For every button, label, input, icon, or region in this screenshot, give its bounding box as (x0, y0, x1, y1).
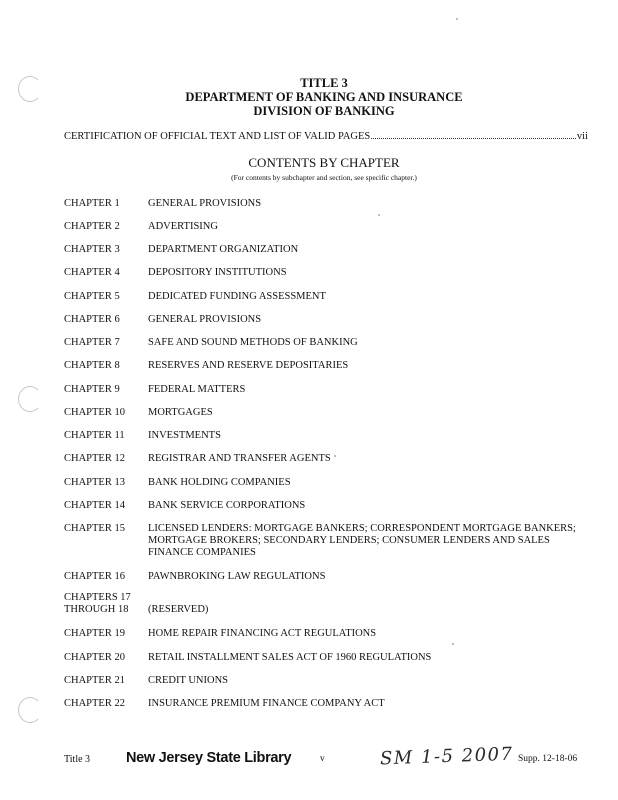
chapter-title: BANK SERVICE CORPORATIONS (148, 500, 306, 511)
chapter-number: CHAPTER 15 (64, 523, 125, 534)
chapter-title: CREDIT UNIONS (148, 675, 229, 686)
chapter-number: CHAPTER 16 (64, 571, 125, 582)
supplement-date: Supp. 12-18-06 (518, 754, 578, 764)
chapter-title: LICENSED LENDERS: MORTGAGE BANKERS; CORRESPONDENT MORTGAGE BANKERS; MORTGAGE BROKERS; SECONDARY LENDERS; CONSUMER LENDERS AND SALES FINANCE COMPANIES (148, 523, 576, 558)
chapter-title: DEPOSITORY INSTITUTIONS (148, 267, 287, 278)
chapter-title: HOME REPAIR FINANCING ACT REGULATIONS (148, 628, 377, 639)
chapter-title: DEDICATED FUNDING ASSESSMENT (148, 291, 326, 302)
chapter-title: PAWNBROKING LAW REGULATIONS (148, 571, 326, 582)
chapter-number: CHAPTER 13 (64, 477, 125, 488)
chapter-title: REGISTRAR AND TRANSFER AGENTS (148, 453, 331, 464)
scan-speck (378, 214, 380, 216)
chapter-number: CHAPTER 11 (64, 430, 125, 441)
page-number: v (320, 754, 325, 764)
chapter-number-continued: THROUGH 18 (64, 604, 129, 615)
chapter-number: CHAPTER 3 (64, 244, 120, 255)
page-header (60, 76, 588, 118)
scan-speck (456, 18, 458, 20)
chapter-number: CHAPTER 20 (64, 652, 125, 663)
chapter-number: CHAPTER 4 (64, 267, 120, 278)
page-footer (0, 743, 618, 776)
chapter-title: RESERVES AND RESERVE DEPOSITARIES (148, 360, 349, 371)
chapter-number: CHAPTER 12 (64, 453, 125, 464)
chapter-title: BANK HOLDING COMPANIES (148, 477, 291, 488)
chapter-title: SAFE AND SOUND METHODS OF BANKING (148, 337, 358, 348)
chapter-number: CHAPTER 10 (64, 407, 125, 418)
chapter-title: INSURANCE PREMIUM FINANCE COMPANY ACT (148, 698, 385, 709)
chapter-title: (RESERVED) (148, 604, 209, 615)
dot-leader (371, 130, 576, 139)
scan-speck (452, 643, 454, 645)
chapter-number: CHAPTER 14 (64, 500, 125, 511)
contents-title: CONTENTS BY CHAPTER (248, 155, 400, 170)
chapter-title: ADVERTISING (148, 221, 218, 232)
chapter-number: CHAPTER 8 (64, 360, 120, 371)
chapter-number: CHAPTER 6 (64, 314, 120, 325)
chapter-number: CHAPTER 9 (64, 384, 120, 395)
department-heading: DEPARTMENT OF BANKING AND INSURANCE (185, 90, 463, 104)
punch-hole (18, 76, 42, 102)
chapter-number: CHAPTER 2 (64, 221, 120, 232)
division-heading: DIVISION OF BANKING (253, 104, 395, 118)
chapter-title: GENERAL PROVISIONS (148, 198, 262, 209)
chapter-number: CHAPTER 21 (64, 675, 125, 686)
chapter-number: CHAPTER 22 (64, 698, 125, 709)
chapter-title: RETAIL INSTALLMENT SALES ACT OF 1960 REGULATIONS (148, 652, 432, 663)
chapter-number: CHAPTER 7 (64, 337, 120, 348)
certification-line (64, 130, 588, 142)
chapter-number: CHAPTER 19 (64, 628, 125, 639)
footer-title: Title 3 (64, 754, 91, 765)
chapter-number: CHAPTERS 17 (64, 592, 131, 603)
library-stamp: New Jersey State Library (126, 750, 292, 766)
certification-page: vii (576, 131, 588, 142)
chapter-title: INVESTMENTS (148, 430, 221, 441)
chapter-title: FEDERAL MATTERS (148, 384, 246, 395)
handwritten-note: SM 1-5 2007 (379, 743, 514, 770)
chapter-title: MORTGAGES (148, 407, 213, 418)
punch-hole (18, 697, 42, 723)
chapter-title: GENERAL PROVISIONS (148, 314, 262, 325)
contents-subtitle: (For contents by subchapter and section, see specific chapter.) (231, 173, 417, 182)
title-heading: TITLE 3 (300, 76, 348, 90)
chapter-title: DEPARTMENT ORGANIZATION (148, 244, 299, 255)
certification-text: CERTIFICATION OF OFFICIAL TEXT AND LIST OF VALID PAGES (64, 131, 371, 142)
chapter-number: CHAPTER 1 (64, 198, 120, 209)
punch-hole (18, 386, 42, 412)
chapter-number: CHAPTER 5 (64, 291, 120, 302)
